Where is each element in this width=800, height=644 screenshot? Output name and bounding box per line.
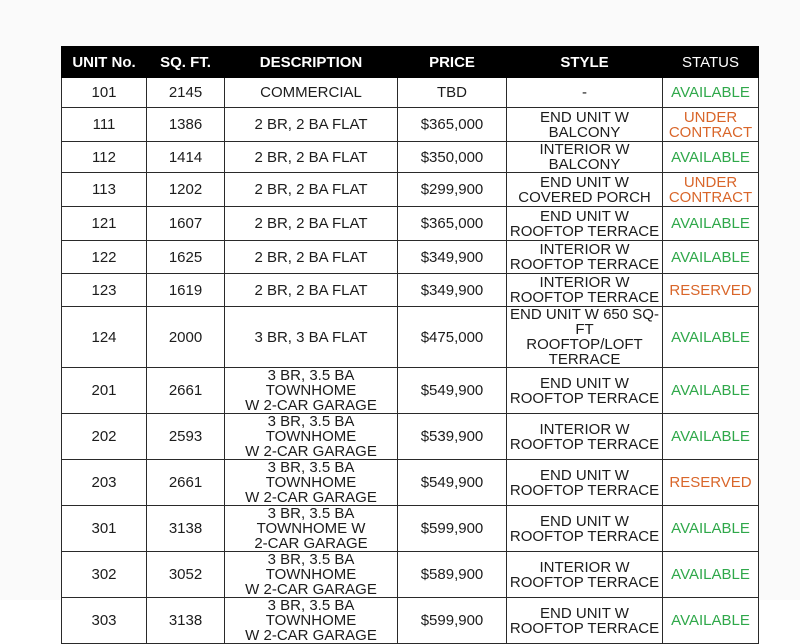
style-cell-line: ROOFTOP TERRACE (509, 256, 660, 273)
unit-cell: 301 (62, 506, 147, 552)
style-cell (507, 368, 663, 414)
style-cell-line: END UNIT W (540, 173, 629, 191)
description-cell-line: 3 BR, 3.5 BA TOWNHOME (265, 459, 357, 491)
table-row (62, 142, 759, 173)
price-cell: TBD (398, 78, 507, 108)
price-cell: $539,900 (398, 414, 507, 460)
status-cell-line: AVAILABLE (671, 328, 750, 346)
description-cell-line: 3 BR, 3.5 BA TOWNHOME (265, 413, 357, 445)
price-cell: $349,900 (398, 241, 507, 274)
table-row (62, 552, 759, 598)
price-cell: $350,000 (398, 142, 507, 173)
table-row (62, 173, 759, 207)
status-cell-line: RESERVED (669, 281, 752, 299)
price-cell: $365,000 (398, 207, 507, 241)
sqft-cell: 1386 (147, 108, 225, 142)
table-row (62, 414, 759, 460)
style-cell (507, 506, 663, 552)
table-row (62, 598, 759, 644)
description-cell-line: 2 BR, 2 BA FLAT (254, 215, 368, 232)
style-cell-line: BALCONY (548, 123, 621, 141)
style-cell-line: END UNIT W 650 SQ-FT (510, 306, 659, 338)
style-header: STYLE (507, 47, 663, 78)
style-cell-line: ROOFTOP/LOFT TERRACE (526, 336, 643, 368)
status-cell-line: RESERVED (669, 474, 752, 491)
status-cell (663, 414, 759, 460)
description-cell (225, 506, 398, 552)
sqft-cell: 2000 (147, 307, 225, 368)
status-cell-line: AVAILABLE (671, 612, 750, 629)
style-cell-line: END UNIT W (540, 207, 629, 225)
price-cell: $299,900 (398, 173, 507, 207)
status-cell (663, 506, 759, 552)
sqft-cell: 2145 (147, 78, 225, 108)
status-cell (663, 460, 759, 506)
sqft-cell: 1619 (147, 274, 225, 307)
description-header: DESCRIPTION (225, 47, 398, 78)
status-cell-line: AVAILABLE (671, 148, 750, 166)
unit-cell: 303 (62, 598, 147, 644)
style-cell-line: ROOFTOP TERRACE (509, 389, 660, 407)
unit-cell: 112 (62, 142, 147, 173)
price-cell: $599,900 (398, 506, 507, 552)
sqft-cell: 1202 (147, 173, 225, 207)
style-cell-line: END UNIT W (540, 108, 629, 126)
sqft-cell: 2661 (147, 368, 225, 414)
description-cell (225, 414, 398, 460)
style-cell-line: END UNIT W (540, 466, 629, 484)
status-cell (663, 173, 759, 207)
price-cell: $549,900 (398, 460, 507, 506)
description-cell-line: 2-CAR GARAGE (254, 535, 368, 552)
status-cell-line: CONTRACT (668, 123, 753, 141)
sqft-cell: 1414 (147, 142, 225, 173)
description-cell-line: COMMERCIAL (260, 84, 362, 101)
description-cell-line: 3 BR, 3.5 BA TOWNHOME (265, 597, 357, 629)
style-cell (507, 173, 663, 207)
style-cell-line: ROOFTOP TERRACE (509, 619, 660, 637)
description-cell (225, 598, 398, 644)
description-cell (225, 552, 398, 598)
style-cell-line: END UNIT W (540, 374, 629, 392)
description-cell (225, 368, 398, 414)
style-cell (507, 78, 663, 108)
sqft-cell: 2593 (147, 414, 225, 460)
style-cell-line: END UNIT W (540, 604, 629, 622)
description-cell-line: 3 BR, 3 BA FLAT (254, 328, 368, 346)
sqft-cell: 3138 (147, 598, 225, 644)
unit-cell: 202 (62, 414, 147, 460)
table-row (62, 78, 759, 108)
style-cell-line: ROOFTOP TERRACE (509, 573, 660, 591)
style-cell-line: END UNIT W (540, 512, 629, 530)
table-body (62, 78, 759, 644)
style-cell-line: INTERIOR W (539, 274, 630, 291)
status-cell-line: AVAILABLE (671, 84, 750, 101)
price-cell: $589,900 (398, 552, 507, 598)
status-cell (663, 142, 759, 173)
unit-cell: 122 (62, 241, 147, 274)
description-cell-line: 3 BR, 3.5 BA TOWNHOME (265, 551, 357, 583)
description-cell-line: W 2-CAR GARAGE (245, 397, 377, 414)
table-row (62, 307, 759, 368)
unit-cell: 113 (62, 173, 147, 207)
description-cell (225, 207, 398, 241)
style-cell-line: COVERED PORCH (518, 188, 651, 206)
sqft-cell: 1607 (147, 207, 225, 241)
status-cell (663, 552, 759, 598)
style-cell (507, 274, 663, 307)
description-cell-line: W 2-CAR GARAGE (245, 489, 377, 506)
style-cell-line: - (582, 84, 587, 101)
description-cell-line: 3 BR, 3.5 BA TOWNHOME (265, 367, 357, 399)
status-header: STATUS (663, 47, 759, 78)
price-cell: $475,000 (398, 307, 507, 368)
status-cell (663, 108, 759, 142)
status-cell (663, 307, 759, 368)
status-cell-line: AVAILABLE (671, 382, 750, 399)
description-cell-line: 2 BR, 2 BA FLAT (254, 281, 368, 299)
description-cell (225, 241, 398, 274)
table-row (62, 460, 759, 506)
unit-cell: 101 (62, 78, 147, 108)
unit-cell: 203 (62, 460, 147, 506)
status-cell (663, 598, 759, 644)
status-cell-line: AVAILABLE (671, 215, 750, 232)
description-cell-line: 3 BR, 3.5 BA TOWNHOME W (256, 505, 366, 537)
price-cell: $349,900 (398, 274, 507, 307)
description-cell-line: 2 BR, 2 BA FLAT (254, 248, 368, 266)
description-cell (225, 307, 398, 368)
style-cell-line: ROOFTOP TERRACE (509, 289, 660, 306)
sqft-cell: 3138 (147, 506, 225, 552)
status-cell (663, 368, 759, 414)
style-cell-line: INTERIOR W (539, 241, 630, 258)
status-cell (663, 274, 759, 307)
unit-cell: 201 (62, 368, 147, 414)
description-cell-line: 2 BR, 2 BA FLAT (254, 116, 368, 133)
description-cell (225, 460, 398, 506)
style-cell (507, 142, 663, 173)
sqft-cell: 3052 (147, 552, 225, 598)
price-cell: $365,000 (398, 108, 507, 142)
status-cell (663, 78, 759, 108)
style-cell-line: ROOFTOP TERRACE (509, 435, 660, 453)
description-cell (225, 142, 398, 173)
style-cell-line: ROOFTOP TERRACE (509, 222, 660, 240)
style-cell-line: INTERIOR W (539, 558, 630, 576)
style-cell (507, 598, 663, 644)
table-row (62, 108, 759, 142)
description-cell-line: 2 BR, 2 BA FLAT (254, 148, 368, 166)
status-cell-line: CONTRACT (668, 188, 753, 206)
sqft-header: SQ. FT. (147, 47, 225, 78)
unit-cell: 302 (62, 552, 147, 598)
status-cell-line: AVAILABLE (671, 520, 750, 537)
price-header: PRICE (398, 47, 507, 78)
table-row (62, 207, 759, 241)
price-cell: $549,900 (398, 368, 507, 414)
status-cell (663, 207, 759, 241)
style-cell (507, 108, 663, 142)
table-row (62, 368, 759, 414)
description-cell (225, 173, 398, 207)
status-cell-line: AVAILABLE (671, 428, 750, 445)
price-cell: $599,900 (398, 598, 507, 644)
style-cell-line: INTERIOR W (539, 420, 630, 438)
style-cell (507, 414, 663, 460)
status-cell-line: UNDER (683, 173, 738, 191)
table-row (62, 274, 759, 307)
table-row (62, 506, 759, 552)
units-table (61, 46, 759, 644)
status-cell-line: UNDER (683, 108, 738, 126)
header-row (62, 47, 759, 78)
unit-cell: 111 (62, 108, 147, 142)
style-cell-line: ROOFTOP TERRACE (509, 481, 660, 499)
description-cell-line: W 2-CAR GARAGE (245, 581, 377, 598)
description-cell-line: W 2-CAR GARAGE (245, 443, 377, 460)
description-cell (225, 274, 398, 307)
status-cell (663, 241, 759, 274)
style-cell-line: INTERIOR W BALCONY (539, 141, 630, 173)
style-cell (507, 307, 663, 368)
style-cell (507, 460, 663, 506)
style-cell (507, 207, 663, 241)
sqft-cell: 2661 (147, 460, 225, 506)
style-cell (507, 241, 663, 274)
table-row (62, 241, 759, 274)
status-cell-line: AVAILABLE (671, 248, 750, 266)
unit-cell: 121 (62, 207, 147, 241)
unit-header: UNIT No. (62, 47, 147, 78)
description-cell (225, 108, 398, 142)
style-cell (507, 552, 663, 598)
status-cell-line: AVAILABLE (671, 566, 750, 583)
description-cell (225, 78, 398, 108)
unit-cell: 123 (62, 274, 147, 307)
sqft-cell: 1625 (147, 241, 225, 274)
description-cell-line: 2 BR, 2 BA FLAT (254, 181, 368, 198)
description-cell-line: W 2-CAR GARAGE (245, 627, 377, 644)
style-cell-line: ROOFTOP TERRACE (509, 527, 660, 545)
unit-cell: 124 (62, 307, 147, 368)
